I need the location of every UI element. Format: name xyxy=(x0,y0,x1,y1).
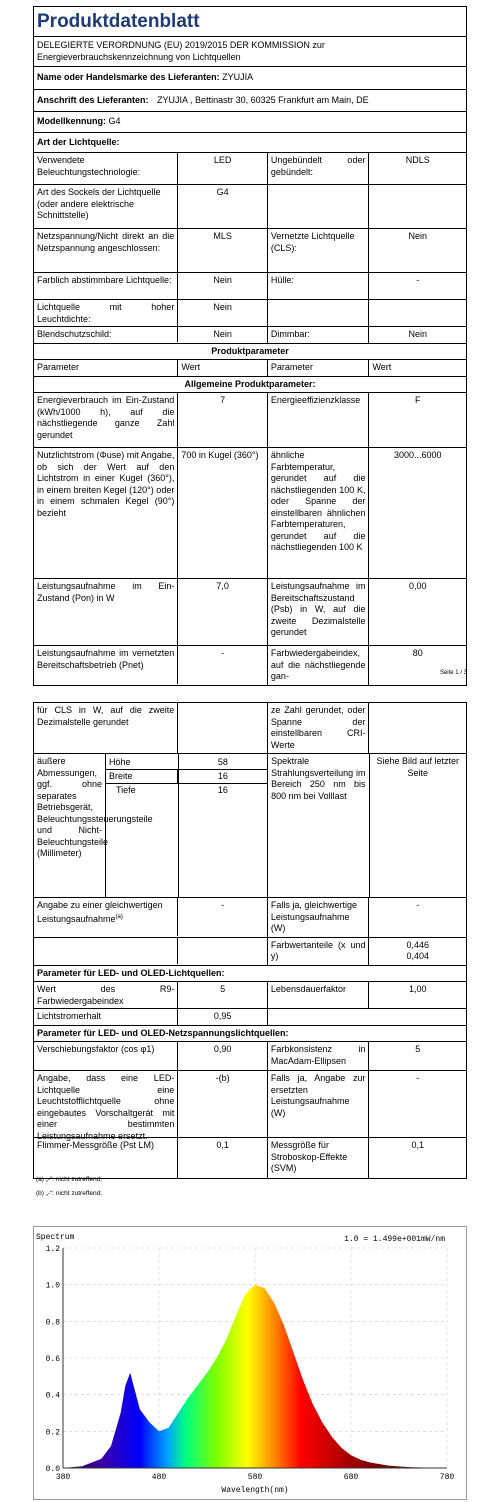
footnote-b: (b) „-“: nicht zutreffend; xyxy=(36,1190,102,1197)
param-value: 5 xyxy=(415,1044,421,1054)
param-label: Falls ja, Angabe zur ersetzten Leistungsaufnahme (W) xyxy=(268,1071,370,1137)
table-row xyxy=(34,229,466,273)
param-value xyxy=(369,185,466,228)
param-value: Nein xyxy=(178,273,268,299)
led-params-heading: Parameter für LED- und OLED-Lichtquellen: xyxy=(37,967,225,978)
y-tick-label: 0.0 xyxy=(45,1465,60,1474)
table-row xyxy=(34,938,466,966)
param-label: Hülle: xyxy=(268,273,370,299)
equiv-label: Angabe zu einer gleichwertigen Leistungsaufnahme xyxy=(37,900,163,924)
general-params-heading: Allgemeine Produktparameter: xyxy=(34,377,466,393)
param-value: 7 xyxy=(178,393,268,447)
dim-width-name: Breite xyxy=(106,769,178,784)
table-row xyxy=(34,185,466,229)
x-axis-label: Wavelength(nm) xyxy=(221,1486,289,1495)
param-label: Messgröße für Stroboskop-Effekte (SVM) xyxy=(268,1138,370,1178)
y-tick-label: 0.2 xyxy=(45,1428,60,1438)
param-value: -(b) xyxy=(178,1071,268,1137)
dim-height-value: 58 xyxy=(217,757,228,767)
param-label xyxy=(268,185,370,228)
supplier-address-row xyxy=(34,90,466,112)
datasheet-page1 xyxy=(33,6,467,686)
table-row xyxy=(34,982,466,1009)
spectral-value: Siehe Bild auf letzter Seite xyxy=(376,756,460,778)
life-value: 1,00 xyxy=(408,984,427,994)
param-label: Verschiebungsfaktor (cos φ1) xyxy=(34,1042,178,1070)
param-label: Art des Sockels der Lichtquelle (oder andere elektrische Schnittstelle) xyxy=(34,185,178,228)
param-label: Leistungsaufnahme im Bereitschaftszustand (Psb) in W, auf die zweite Dezimalstelle gerundet xyxy=(268,579,370,645)
chart-annotation: 1.0 = 1.499e+001mW/nm xyxy=(344,1235,445,1244)
spectrum-chart xyxy=(33,1226,467,1500)
param-value xyxy=(178,703,268,753)
spectrum-chart-svg xyxy=(33,1226,467,1500)
param-value xyxy=(369,703,466,753)
param-value: 80 xyxy=(412,648,423,658)
param-label: ze Zahl gerundet, oder Spanne der einstellbaren CRI-Werte xyxy=(268,703,370,753)
x-tick-label: 480 xyxy=(151,1473,167,1482)
param-value: Nein xyxy=(178,327,268,343)
x-tick-label: 780 xyxy=(439,1473,455,1482)
empty-cell xyxy=(34,938,178,964)
param-value: 3000...6000 xyxy=(393,450,442,460)
light-source-type: Art der Lichtquelle: xyxy=(37,136,120,147)
product-params-heading: Produktparameter xyxy=(34,344,466,360)
param-label: Blendschutzschild: xyxy=(34,327,178,342)
supplier-name-label: Name oder Handelsmarke des Lieferanten: xyxy=(37,72,220,82)
table-row xyxy=(34,300,466,327)
param-label: für CLS in W, auf die zweite Dezimalstelle gerundet xyxy=(34,703,178,753)
table-row xyxy=(34,1071,466,1141)
param-value: 0,1 xyxy=(178,1138,268,1178)
table-row xyxy=(34,273,466,300)
life-label: Lebensdauerfaktor xyxy=(268,982,370,1008)
supplier-address-label: Anschrift des Lieferanten: xyxy=(37,94,149,105)
param-label: Verwendete Beleuchtungstechnologie: xyxy=(34,153,178,184)
param-value xyxy=(369,300,466,326)
maint-value: 0,95 xyxy=(178,1009,268,1025)
param-label: Netzspannung/Nicht direkt an die Netzspannung angeschlossen: xyxy=(34,229,178,272)
col-header-value: Wert xyxy=(372,362,392,372)
param-label: Farbkonsistenz in MacAdam-Ellipsen xyxy=(268,1042,370,1070)
table-row xyxy=(34,1009,466,1026)
param-label: Leistungsaufnahme im vernetzten Bereitschaftsbetrieb (Pnet) xyxy=(34,646,178,684)
regulation-text: DELEGIERTE VERORDNUNG (EU) 2019/2015 DER KOMMISSION zur Energieverbrauchskennzeichnung von Lichtquellen xyxy=(37,40,325,62)
dim-width-value: 16 xyxy=(179,769,267,784)
table-row xyxy=(34,448,466,579)
param-value: Nein xyxy=(408,231,427,241)
spectral-label: Spektrale Strahlungsverteilung im Bereich 250 nm bis 800 nm bei Volllast xyxy=(268,754,369,897)
equiv-footnote-ref: (a) xyxy=(115,913,123,920)
param-label: Leistungsaufnahme im Ein-Zustand (Pon) in W xyxy=(34,579,178,645)
param-label: Farbwiedergabeindex, auf die nächstliegende gan- xyxy=(268,646,370,685)
empty-cell xyxy=(268,1009,466,1025)
param-value: Nein xyxy=(408,329,427,339)
equiv2-value: - xyxy=(416,900,420,910)
param-value: MLS xyxy=(178,229,268,272)
dims-label: äußere Abmessungen, ggf. ohne separates Betriebsgerät, Beleuchtungssteuerungsteile und Nicht-Beleuchtungsteile (Millimeter) xyxy=(34,754,106,897)
param-label: Energieeffizienzklasse xyxy=(268,393,370,447)
supplier-name-value: ZYUJIA xyxy=(222,72,254,82)
table-header-row xyxy=(34,360,466,377)
table-row xyxy=(34,393,466,448)
equiv-value: - xyxy=(178,898,268,937)
empty-cell xyxy=(178,938,268,965)
chart-title: Spectrum xyxy=(36,1233,75,1242)
param-label: Ungebündelt oder gebündelt: xyxy=(268,153,370,184)
y-tick-label: 0.6 xyxy=(45,1355,60,1364)
footnote-a: (a) „-“: nicht zutreffend; xyxy=(36,1176,102,1183)
equiv-label-cell xyxy=(34,898,178,936)
param-value: 0,00 xyxy=(408,581,427,591)
param-label: Farblich abstimmbare Lichtquelle: xyxy=(34,273,178,299)
mains-params-heading: Parameter für LED- und OLED-Netzspannungslichtquellen: xyxy=(37,1027,289,1038)
table-row xyxy=(34,153,466,185)
x-tick-label: 680 xyxy=(343,1473,359,1482)
param-label xyxy=(268,300,370,326)
model-row xyxy=(34,112,466,132)
supplier-address-value: ZYUJIA , Bettinastr 30, 60325 Frankfurt am Main, DE xyxy=(157,94,369,105)
equiv2-label: Falls ja, gleichwertige Leistungsaufnahme (W) xyxy=(268,898,370,937)
param-value: 700 in Kugel (360°) xyxy=(178,448,268,578)
x-tick-label: 380 xyxy=(55,1473,71,1482)
datasheet-page2 xyxy=(33,702,467,1179)
dim-height-name: Höhe xyxy=(109,757,131,767)
y-tick-label: 0.8 xyxy=(45,1318,60,1328)
dims-names xyxy=(106,754,179,897)
col-header-param: Parameter xyxy=(268,360,370,376)
param-value: 0,90 xyxy=(178,1042,268,1070)
param-value: - xyxy=(178,646,268,685)
table-row xyxy=(34,754,466,898)
table-row xyxy=(34,327,466,344)
table-row xyxy=(34,898,466,938)
table-row xyxy=(34,1042,466,1071)
param-value: G4 xyxy=(178,185,268,228)
dim-depth-name: Tiefe xyxy=(116,785,136,795)
param-label: Dimmbar: xyxy=(268,327,370,343)
dim-depth-value: 16 xyxy=(217,785,228,795)
chroma-x: 0,446 xyxy=(406,939,429,950)
table-row xyxy=(34,703,466,754)
param-value: F xyxy=(414,395,421,405)
y-tick-label: 1.0 xyxy=(45,1281,60,1291)
r9-value: 5 xyxy=(178,982,268,1008)
y-tick-label: 0.4 xyxy=(45,1391,60,1401)
chroma-values xyxy=(369,938,466,965)
col-header-param: Parameter xyxy=(34,360,178,376)
supplier-name-row xyxy=(34,67,466,89)
param-label: ähnliche Farbtemperatur, gerundet auf die nächstliegenden 100 K, oder Spanne der einstellbaren ähnlichen Farbtemperaturen, gerundet auf die nächstliegenden 100 K xyxy=(268,448,370,578)
param-value: - xyxy=(416,1073,420,1083)
param-label: Angabe, dass eine LED-Lichtquelle eine Leuchtstofflichtquelle ohne eingebautes Vorschaltgerät mit einer bestimmten Leistungsaufnahme ersetzt. xyxy=(34,1071,178,1137)
chroma-label: Farbwertanteile (x und y) xyxy=(268,938,370,965)
param-label: Lichtquelle mit hoher Leuchtdichte: xyxy=(34,300,178,326)
col-header-value: Wert xyxy=(178,360,268,376)
param-label: Vernetzte Lichtquelle (CLS): xyxy=(268,229,370,272)
chroma-y: 0,404 xyxy=(406,951,429,961)
table-row xyxy=(34,646,466,685)
model-label: Modellkennung: xyxy=(37,116,106,126)
param-value: Nein xyxy=(178,300,268,326)
table-row xyxy=(34,1138,466,1178)
dims-values xyxy=(179,754,268,897)
x-tick-label: 580 xyxy=(247,1473,263,1482)
table-row xyxy=(34,579,466,646)
param-label: Flimmer-Messgröße (Pst LM) xyxy=(34,1138,178,1178)
param-value: 7,0 xyxy=(178,579,268,645)
maint-label: Lichtstromerhalt xyxy=(34,1009,178,1025)
y-tick-label: 1.2 xyxy=(45,1245,60,1254)
page-number: Seite 1 / 3 xyxy=(439,670,467,676)
param-value: NDLS xyxy=(405,155,430,165)
param-label: Energieverbrauch im Ein-Zustand (kWh/1000 h), auf die nächstliegende ganze Zahl gerundet xyxy=(34,393,178,447)
r9-label: Wert des R9-Farbwiedergabeindex xyxy=(34,982,178,1008)
param-value: - xyxy=(416,275,420,285)
page-title: Produktdatenblatt xyxy=(37,11,200,32)
param-value: LED xyxy=(178,153,268,184)
param-label: Nutzlichtstrom (Φuse) mit Angabe, ob sich der Wert auf den Lichtstrom in einer Kugel (360°), in einem breiten Kegel (120°) oder in einem schmalen Kegel (90°) bezieht xyxy=(34,448,178,578)
param-value: 0,1 xyxy=(411,1140,424,1150)
model-value: G4 xyxy=(108,116,121,126)
